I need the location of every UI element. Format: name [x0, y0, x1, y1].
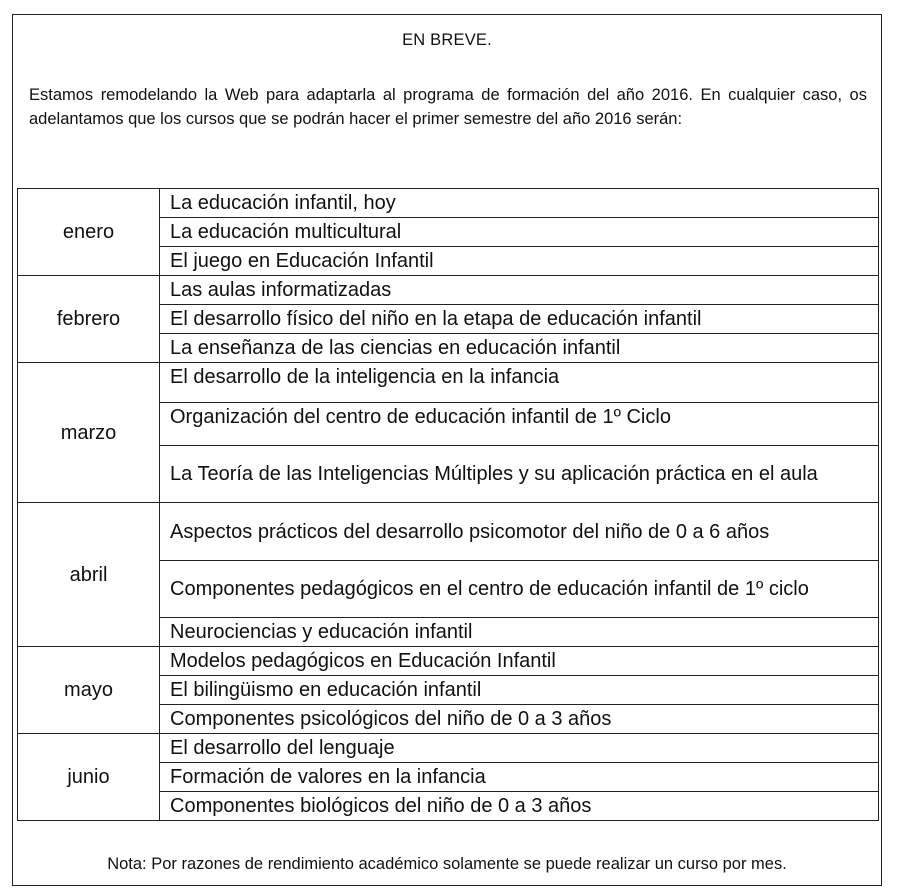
table-row	[18, 189, 879, 218]
announcement-title: EN BREVE.	[402, 31, 492, 49]
footer-note: Nota: Por razones de rendimiento académico solamente se puede realizar un curso por mes.	[107, 855, 787, 873]
month-cell-mayo: mayo	[18, 647, 160, 734]
month-cell-abril: abril	[18, 503, 160, 647]
course-cell: Las aulas informatizadas	[160, 276, 879, 305]
month-cell-febrero: febrero	[18, 276, 160, 363]
course-cell: El desarrollo físico del niño en la etapa de educación infantil	[160, 305, 879, 334]
course-cell: El juego en Educación Infantil	[160, 247, 879, 276]
intro-paragraph: Estamos remodelando la Web para adaptarla al programa de formación del año 2016. En cualquier caso, os adelantamos que los cursos que se podrán hacer el primer semestre del año 2016 serán:	[29, 86, 867, 128]
course-cell: Modelos pedagógicos en Educación Infantil	[160, 647, 879, 676]
month-cell-junio: junio	[18, 734, 160, 821]
course-cell: La educación infantil, hoy	[160, 189, 879, 218]
table-row	[18, 647, 879, 676]
table-row	[18, 276, 879, 305]
course-cell: Aspectos prácticos del desarrollo psicomotor del niño de 0 a 6 años	[160, 503, 879, 561]
course-cell: Componentes psicológicos del niño de 0 a 3 años	[160, 705, 879, 734]
course-cell: Formación de valores en la infancia	[160, 763, 879, 792]
course-schedule-table	[17, 188, 879, 821]
course-cell: El desarrollo del lenguaje	[160, 734, 879, 763]
course-cell: La educación multicultural	[160, 218, 879, 247]
course-cell: Neurociencias y educación infantil	[160, 618, 879, 647]
month-cell-enero: enero	[18, 189, 160, 276]
table-row	[18, 363, 879, 403]
course-cell: La enseñanza de las ciencias en educación infantil	[160, 334, 879, 363]
course-cell: Organización del centro de educación infantil de 1º Ciclo	[160, 403, 879, 446]
course-cell: El bilingüismo en educación infantil	[160, 676, 879, 705]
course-cell: Componentes biológicos del niño de 0 a 3 años	[160, 792, 879, 821]
course-cell: La Teoría de las Inteligencias Múltiples y su aplicación práctica en el aula	[160, 446, 879, 503]
table-row	[18, 503, 879, 561]
course-cell: Componentes pedagógicos en el centro de educación infantil de 1º ciclo	[160, 561, 879, 618]
announcement-box	[12, 14, 882, 886]
table-row	[18, 734, 879, 763]
course-cell: El desarrollo de la inteligencia en la infancia	[160, 363, 879, 403]
month-cell-marzo: marzo	[18, 363, 160, 503]
